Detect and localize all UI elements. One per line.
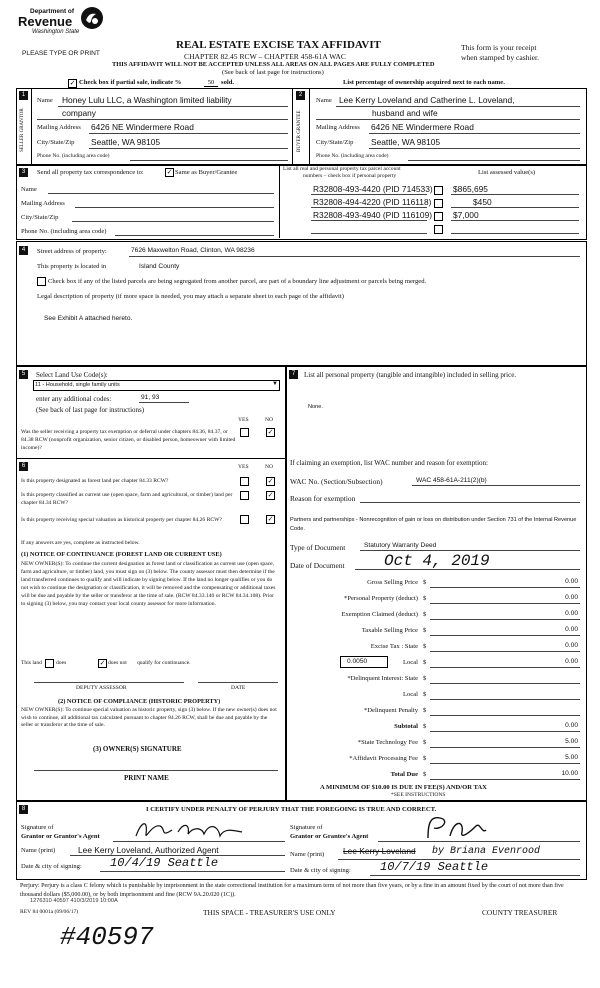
- send-correspondence-label: Send all property tax correspondence to:: [37, 169, 144, 176]
- currency-sign: $: [423, 739, 427, 746]
- tax-label: Gross Selling Price: [367, 579, 418, 586]
- partial-sale-checkbox[interactable]: ✓: [69, 79, 76, 87]
- form-revision: REV 84 0001a (09/06/17): [20, 909, 79, 915]
- buyer-name-1[interactable]: Lee Kerry Loveland and Catherine L. Loveland,: [339, 95, 515, 105]
- grantee-name-print[interactable]: Lee Kerry Loveland: [343, 846, 416, 856]
- tax-label: Excise Tax : State: [370, 643, 418, 650]
- does-not-checkbox[interactable]: ✓: [99, 659, 106, 667]
- seller-city[interactable]: Seattle, WA 98105: [91, 137, 161, 147]
- seller-name-2[interactable]: company: [62, 108, 96, 118]
- section-4-box: [16, 241, 587, 366]
- tax-value[interactable]: 10.00: [561, 770, 578, 777]
- sec6-yes-header: YES: [238, 464, 249, 470]
- tax-label: *State Technology Fee: [357, 739, 418, 746]
- see-instructions: *SEE INSTRUCTIONS: [391, 792, 446, 798]
- grantee-agent-label: Grantor or Grantee's Agent: [290, 833, 369, 840]
- located-in-label: This property is located in: [37, 263, 107, 270]
- form-chapter: CHAPTER 82.45 RCW – CHAPTER 458-61A WAC: [184, 52, 346, 61]
- sec3-phone-label: Phone No. (including area code): [21, 228, 107, 235]
- please-type: PLEASE TYPE OR PRINT: [22, 50, 100, 57]
- logo-line-2: Revenue: [18, 14, 73, 29]
- segregated-label: Check box if any of the listed parcels are being segregated from another parcel, are part of a boundary line adjustment or parcels being merged.: [48, 278, 427, 285]
- grantee-date-city-label: Date & city of signing:: [290, 867, 351, 874]
- buyer-name-2[interactable]: husband and wife: [372, 108, 438, 118]
- currency-sign: $: [423, 595, 427, 602]
- parcels-header-2: numbers – check box if personal property: [303, 173, 397, 179]
- sec3-name-label: Name: [21, 186, 37, 193]
- grantor-agent-label: Grantor or Grantor's Agent: [21, 833, 100, 840]
- chevron-down-icon: ▼: [272, 381, 278, 387]
- logo-line-3: Washington State: [32, 29, 80, 35]
- tax-label: *Affidavit Processing Fee: [349, 755, 418, 762]
- print-name-label: PRINT NAME: [124, 774, 169, 782]
- currency-sign: $: [423, 611, 427, 618]
- sec6-q2-no-checkbox[interactable]: ✓: [267, 491, 274, 499]
- notice-1-title: (1) NOTICE OF CONTINUANCE (FOREST LAND OR CURRENT USE): [21, 551, 222, 558]
- form-title: REAL ESTATE EXCISE TAX AFFIDAVIT: [176, 39, 381, 51]
- parcel-number[interactable]: R32808-494-4220 (PID 116118): [313, 197, 432, 207]
- grantee-name-print-label: Name (print): [290, 851, 325, 858]
- tax-value[interactable]: 0.00: [565, 578, 578, 585]
- exhibit-note[interactable]: See Exhibit A attached hereto.: [44, 315, 133, 322]
- grantor-sig-label-1: Signature of: [21, 824, 54, 831]
- tax-value[interactable]: 5.00: [565, 754, 578, 761]
- sec6-q3-no-checkbox[interactable]: ✓: [267, 515, 274, 523]
- exemption-label: If claiming an exemption, list WAC number and reason for exemption:: [290, 459, 488, 467]
- ownership-percent-note: List percentage of ownership acquired next to each name.: [343, 79, 505, 86]
- county-treasurer-label: COUNTY TREASURER: [482, 908, 558, 917]
- buyer-city-label: City/State/Zip: [316, 139, 354, 146]
- same-as-buyer-checkbox[interactable]: ✓: [166, 168, 173, 176]
- doc-type-value[interactable]: Statutory Warranty Deed: [364, 542, 437, 549]
- notice-1-body: NEW OWNER(S): To continue the current designation as forest land or classification as current use (open space, farm and agriculture, or timber) land, you must sign on (3) below. The county assessor must then determine if the land transferred continues to qualify and will indicate by signing below. If the land no longer qualifies or you do not wish to continue the designation or classification, it will be removed and the compensating or additional taxes will be due and payable by the seller or transferor at the time of sale. (RCW 84.33.140 or RCW 84.34.108). Prior to signing (3) below, you may contact your local county assessor for more information.: [21, 561, 276, 608]
- reason-label: Reason for exemption: [290, 494, 356, 503]
- sec6-question-1: Is this property designated as forest land per chapter 84.33 RCW?: [21, 478, 169, 484]
- tax-value[interactable]: 0.00: [565, 722, 578, 729]
- currency-sign: $: [423, 707, 427, 714]
- street-address[interactable]: 7626 Maxwelton Road, Clinton, WA 98236: [131, 247, 255, 254]
- date-label: DATE: [231, 685, 246, 691]
- sec3-mailing-label: Mailing Address: [21, 200, 65, 207]
- sec6-question-2: Is this property classified as current use (open space, farm and agricultural, or timber) land per chapter 84.34 RCW?: [21, 492, 233, 506]
- assessed-value[interactable]: $450: [473, 197, 492, 207]
- currency-sign: $: [423, 627, 427, 634]
- sec6-q2-yes-checkbox[interactable]: [240, 491, 249, 500]
- doc-date-label: Date of Document: [290, 561, 345, 570]
- does-checkbox[interactable]: [45, 659, 54, 668]
- personal-property-checkbox[interactable]: [434, 225, 443, 234]
- section-1-badge: 1: [19, 91, 28, 100]
- street-address-label: Street address of property:: [37, 248, 107, 255]
- tax-label: *Delinquent Penalty: [363, 707, 418, 714]
- grantor-date-city-label: Date & city of signing:: [21, 863, 82, 870]
- handwritten-number: #40597: [60, 922, 154, 952]
- sec5-yes-header: YES: [238, 417, 249, 423]
- sec6-q3-yes-checkbox[interactable]: [240, 515, 249, 524]
- perjury-statement: Perjury: Perjury is a class C felony which is punishable by imprisonment in the state correctional institution for a maximum term of not more than five years, or by a fine in an amount fixed by the court of not more than five thousand dollars ($5,000.00), or by both imprisonment and fine (RCW 9A.20.020 (1C)).: [20, 883, 564, 898]
- section-3-badge: 3: [19, 168, 28, 177]
- seller-side-label: SELLER GRANTOR: [20, 108, 25, 152]
- see-back: (See back of last page for instructions): [222, 69, 324, 76]
- seller-phone-label: Phone No. (including area code): [37, 153, 110, 159]
- parcels-header-1: List all real and personal property tax parcel account: [283, 166, 401, 172]
- currency-sign: $: [423, 691, 427, 698]
- sec5-no-header: NO: [265, 417, 274, 423]
- any-yes-note: If any answers are yes, complete as instructed below.: [21, 540, 140, 546]
- sec5-q1-yes-checkbox[interactable]: [240, 428, 249, 437]
- tax-label: Local: [402, 691, 418, 698]
- assessed-value[interactable]: $865,695: [453, 184, 488, 194]
- personal-property-checkbox[interactable]: [434, 212, 443, 221]
- currency-sign: $: [423, 771, 427, 778]
- certify-statement: I CERTIFY UNDER PENALTY OF PERJURY THAT THE FOREGOING IS TRUE AND CORRECT.: [146, 806, 437, 813]
- tax-label: Subtotal: [394, 723, 418, 730]
- buyer-city[interactable]: Seattle, WA 98105: [371, 137, 441, 147]
- department-logo: [18, 8, 108, 44]
- local-rate: 0.0050: [347, 658, 368, 665]
- doc-type-label: Type of Document: [290, 543, 346, 552]
- currency-sign: $: [423, 755, 427, 762]
- sec5-question-1: Was the seller receiving a property tax exemption or deferral under chapters 84.36, 84.37, or 84.38 RCW (nonprofit organization, senior citizen, or disabled person, homeowner with limited income)?: [21, 429, 236, 451]
- currency-sign: $: [423, 675, 427, 682]
- wac-label: WAC No. (Section/Subsection): [290, 477, 383, 486]
- land-use-value: 11 - Household, single family units: [35, 382, 120, 388]
- receipt-note-2: when stamped by cashier.: [461, 53, 540, 62]
- currency-sign: $: [423, 579, 427, 586]
- tax-label: Exemption Claimed (deduct): [341, 611, 418, 618]
- grantor-signature-image[interactable]: [132, 816, 252, 844]
- wa-logo-icon: [80, 6, 104, 30]
- currency-sign: $: [423, 643, 427, 650]
- seller-name-1[interactable]: Honey Lulu LLC, a Washington limited liability: [62, 95, 232, 105]
- logo-line-1: Department of: [30, 8, 75, 15]
- partial-sale-label: Check box if partial sale, indicate %: [79, 79, 182, 86]
- notice-2-body: NEW OWNER(S): To continue special valuation as historic property, sign (3) below. If the new owner(s) does not wish to continue, all additional tax calculated pursuant to chapter 84.26 RCW, shall be due and payable by the seller or transferor at the time of sale.: [21, 707, 277, 729]
- grantor-date-city[interactable]: 10/4/19 Seattle: [110, 856, 219, 870]
- parcel-number[interactable]: R32808-493-4420 (PID 714533): [313, 184, 433, 194]
- seller-mailing[interactable]: 6426 NE Windermere Road: [91, 122, 194, 132]
- receipt-note-1: This form is your receipt: [461, 43, 537, 52]
- seller-city-label: City/State/Zip: [37, 139, 75, 146]
- tax-value[interactable]: 5.00: [565, 738, 578, 745]
- treasurer-space: THIS SPACE - TREASURER'S USE ONLY: [203, 908, 336, 917]
- parcel-number[interactable]: R32808-493-4940 (PID 116109): [313, 210, 433, 220]
- tax-value[interactable]: 0.00: [565, 642, 578, 649]
- buyer-name-label: Name: [316, 97, 332, 104]
- additional-codes-label: enter any additional codes:: [36, 395, 112, 403]
- tax-label: *Personal Property (deduct): [344, 595, 418, 602]
- grantor-name-print[interactable]: Lee Kerry Loveland, Authorized Agent: [78, 845, 219, 855]
- doc-date-value[interactable]: Oct 4, 2019: [384, 552, 490, 570]
- partial-sale-percent[interactable]: 50: [204, 79, 218, 87]
- sec6-question-3: Is this property receiving special valuation as historical property per chapter 84.26 RCW?: [21, 517, 222, 523]
- tax-value[interactable]: 0.00: [565, 594, 578, 601]
- section-4-badge: 4: [19, 246, 28, 255]
- this-land-label: This land: [21, 660, 42, 666]
- tax-label: *Delinquent Interest: State: [347, 675, 418, 682]
- tax-label: Total Due: [390, 771, 418, 778]
- currency-sign: $: [423, 659, 427, 666]
- sec5-q1-no-checkbox[interactable]: ✓: [267, 428, 274, 436]
- assessed-value[interactable]: $7,000: [453, 210, 479, 220]
- notice-2-title: (2) NOTICE OF COMPLIANCE (HISTORIC PROPERTY): [58, 698, 221, 705]
- seller-mailing-label: Mailing Address: [37, 124, 81, 131]
- county[interactable]: Island County: [139, 263, 180, 270]
- does-label: does: [56, 660, 67, 666]
- sec3-city-label: City/State/Zip: [21, 214, 59, 221]
- legal-description-label: Legal description of property (if more space is needed, you may attach a separate sheet to each page of the affidavit): [37, 293, 344, 300]
- not-accepted-notice: THIS AFFIDAVIT WILL NOT BE ACCEPTED UNLESS ALL AREAS ON ALL PAGES ARE FULLY COMPLETED: [112, 61, 435, 68]
- recording-stamp: 1276310 40597 410/3/2019 10:00A: [30, 898, 118, 904]
- sec6-no-header: NO: [265, 464, 274, 470]
- personal-property-label: List all personal property (tangible and intangible) included in selling price.: [304, 371, 517, 379]
- buyer-side-label: BUYER GRANTEE: [297, 110, 302, 152]
- land-use-label: Select Land Use Code(s):: [36, 371, 108, 379]
- buyer-phone-label: Phone No. (including area code): [316, 153, 389, 159]
- personal-property-checkbox[interactable]: [434, 186, 443, 195]
- section-5-badge: 5: [19, 370, 28, 379]
- grantee-sig-label-1: Signature of: [290, 824, 323, 831]
- sec6-q1-yes-checkbox[interactable]: [240, 477, 249, 486]
- section-8-badge: 8: [19, 805, 28, 814]
- seller-name-label: Name: [37, 97, 53, 104]
- tax-value[interactable]: 0.00: [565, 626, 578, 633]
- minimum-due-note: A MINIMUM OF $10.00 IS DUE IN FEE(S) AND/OR TAX: [320, 784, 487, 791]
- assessed-header: List assessed value(s): [478, 169, 536, 176]
- tax-label: Local: [402, 659, 418, 666]
- personal-property-value[interactable]: None.: [308, 404, 323, 410]
- sec6-q1-no-checkbox[interactable]: ✓: [267, 477, 274, 485]
- grantee-date-city[interactable]: 10/7/19 Seattle: [380, 860, 489, 874]
- deputy-assessor-label: DEPUTY ASSESSOR: [76, 685, 127, 691]
- grantee-signature-image[interactable]: [420, 812, 490, 844]
- section-6-badge: 6: [19, 462, 28, 471]
- additional-codes[interactable]: 91, 93: [141, 394, 160, 401]
- local-rate-box[interactable]: [340, 656, 388, 668]
- tax-value[interactable]: 0.00: [565, 610, 578, 617]
- grantor-name-print-label: Name (print): [21, 847, 56, 854]
- grantee-name-handwritten[interactable]: by Briana Evenrood: [432, 846, 541, 857]
- section-7-badge: 7: [289, 370, 298, 379]
- segregated-checkbox[interactable]: [37, 277, 46, 286]
- personal-property-checkbox[interactable]: [434, 199, 443, 208]
- sec5-see-back: (See back of last page for instructions): [36, 406, 145, 414]
- currency-sign: $: [423, 723, 427, 730]
- wac-value[interactable]: WAC 458-61A-211(2)(b): [416, 477, 487, 484]
- qualify-label: qualify for continuance.: [137, 660, 191, 666]
- section-2-badge: 2: [296, 91, 305, 100]
- tax-label: Taxable Selling Price: [361, 627, 418, 634]
- does-not-label: does not: [108, 660, 127, 666]
- tax-value[interactable]: 0.00: [565, 658, 578, 665]
- owner-signature-label: (3) OWNER(S) SIGNATURE: [93, 745, 182, 753]
- buyer-mailing-label: Mailing Address: [316, 124, 360, 131]
- buyer-mailing[interactable]: 6426 NE Windermere Road: [371, 122, 474, 132]
- reason-value[interactable]: Partners and partnerships - Nonrecognition of gain or loss on distribution under Section 731 of the Internal Revenue Code.: [290, 517, 577, 532]
- same-as-buyer-label: Same as Buyer/Grantee: [175, 169, 238, 176]
- land-use-select[interactable]: [33, 380, 280, 391]
- sold-label: sold.: [221, 79, 235, 86]
